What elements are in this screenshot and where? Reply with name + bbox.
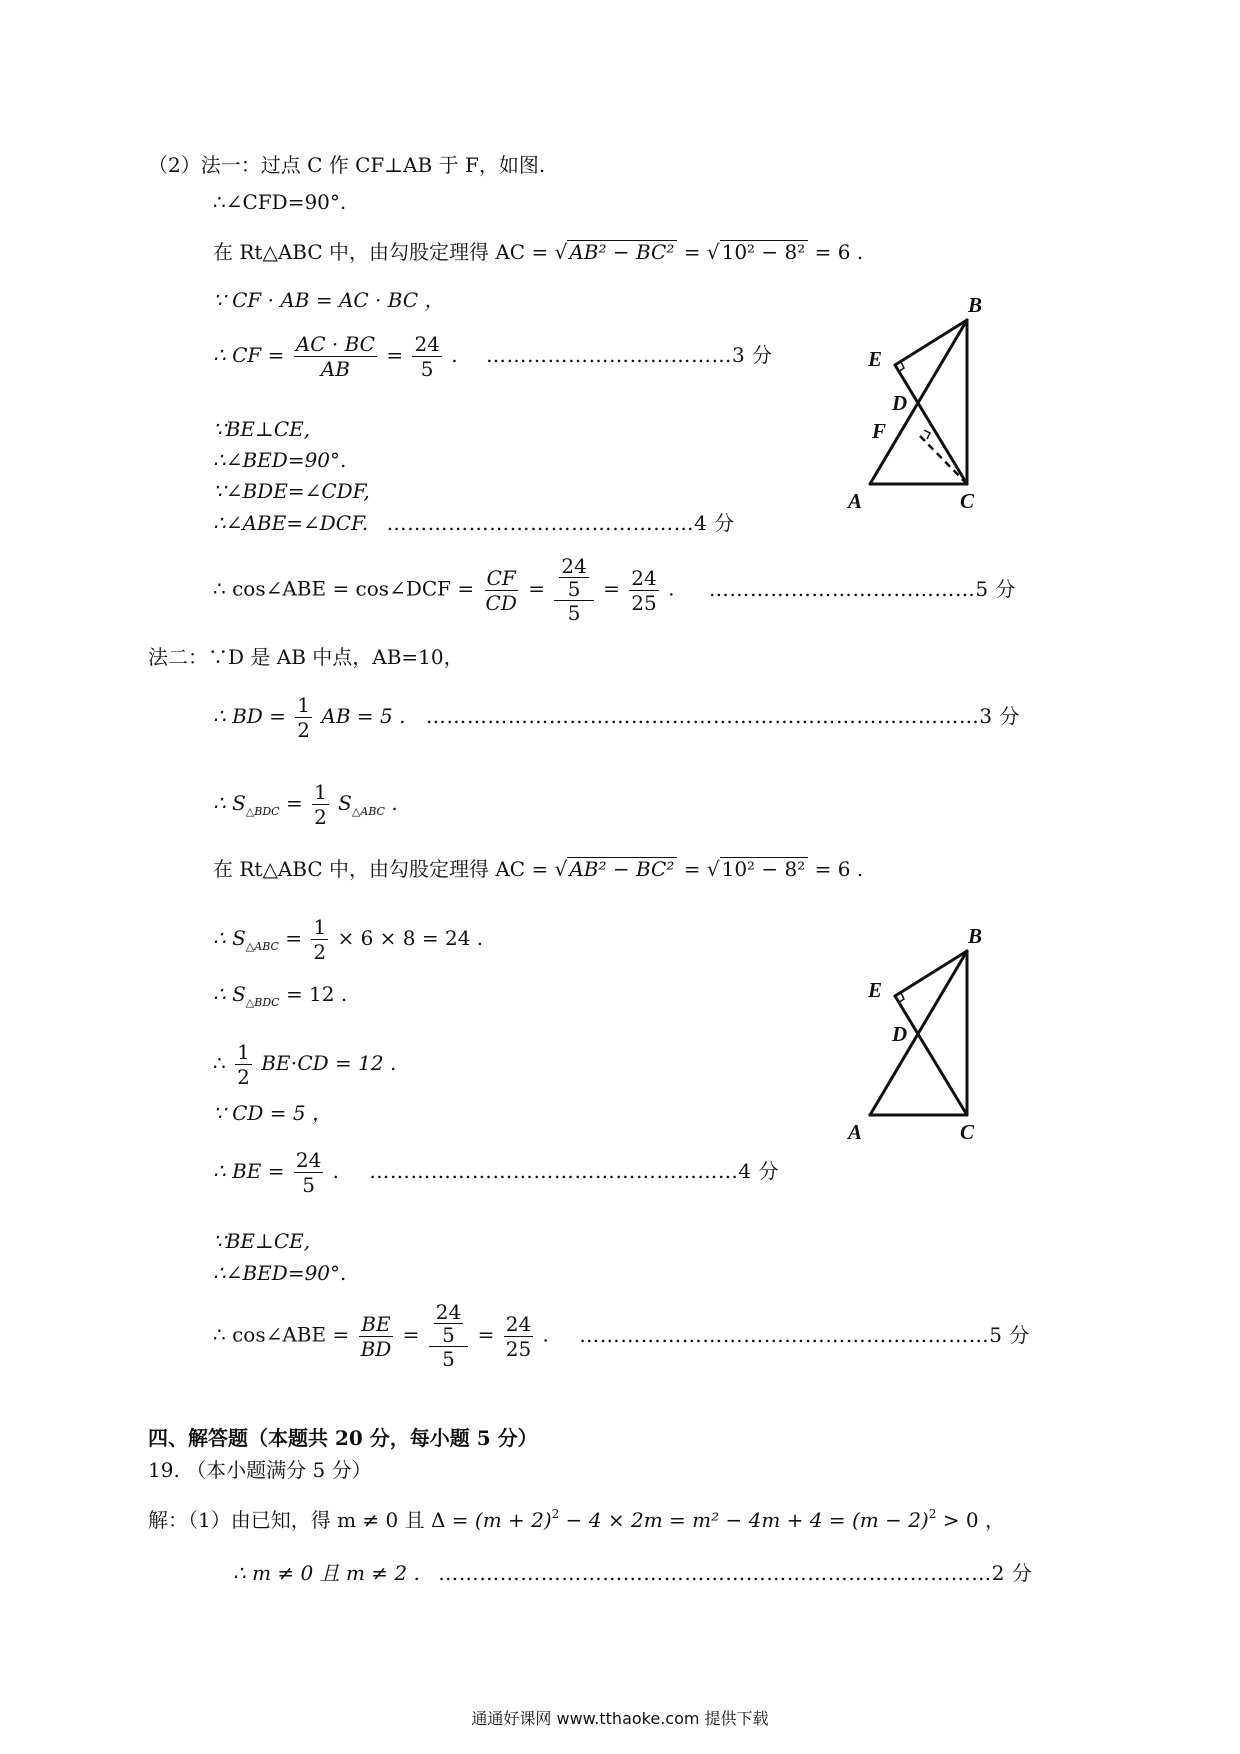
label-a: A (848, 489, 863, 513)
line-pythagoras-1: 在 Rt△ABC 中，由勾股定理得 AC = √ AB² − BC² = √ 10² − 8² = 6 . (213, 240, 864, 264)
line-half-be-cd: ∴ $\frac{1}{2}$ BE⋅CD = 12 . (213, 1040, 397, 1089)
line-angle-bed: ∴∠BED=90°. (213, 448, 347, 472)
line-angle-bde: ∵∠BDE=∠CDF, (213, 479, 370, 503)
line-area-ratio: ∴ $S_{\triangle BDC}$ = $\frac{1}{2}$ $S_{\triangle ABC}$ . (213, 780, 398, 829)
label-b: B (968, 293, 983, 317)
line-angle-abe: ∴∠ABE=∠DCF. ………………………………………4 分 (213, 511, 735, 535)
geometry-figure-2 (840, 918, 1010, 1148)
line-pythagoras-2: 在 Rt△ABC 中，由勾股定理得 AC = √ AB² − BC² = √ 10² − 8² = 6 . (213, 857, 864, 881)
line-area-abc: ∴ $S_{\triangle ABC}$ = $\frac{1}{2}$ × 6 × 8 = 24 . (213, 915, 484, 964)
label-c: C (960, 1120, 975, 1144)
line-discriminant: 解：（1）由已知，得 m ≠ 0 且 $\Delta = (m + 2)^2 - 4 \times 2m = m^2 - 4m + 4 = (m - 2)^2 > 0$ ， (148, 1507, 1005, 1532)
line-angle-cfd: ∴∠CFD=90°. (213, 190, 347, 214)
label-f: F (872, 419, 887, 443)
line-method1-intro: （2）法一：过点 C 作 CF⊥AB 于 F，如图. (148, 153, 546, 177)
page-footer: 通通好课网 www.tthaoke.com 提供下载 (471, 1709, 769, 1728)
label-e: E (868, 347, 883, 371)
line-be-perp-ce: ∵BE⊥CE, (213, 417, 311, 441)
line-area-identity: ∵ CF · AB = AC · BC ， (213, 288, 445, 312)
label-e: E (868, 978, 883, 1002)
segment-be (895, 320, 967, 365)
label-d: D (892, 391, 908, 415)
line-be-value: ∴ BE = $\frac{24}{5}$ . ………………………………………………4 分 (213, 1148, 779, 1197)
line-cd-value: ∵ CD = 5 ， (213, 1101, 332, 1125)
label-d: D (892, 1022, 908, 1046)
question-19-heading: 19. （本小题满分 5 分） (148, 1458, 372, 1482)
line-method2-intro: 法二：∵D 是 AB 中点，AB=10， (148, 645, 464, 669)
section-heading: 四、解答题（本题共 20 分，每小题 5 分） (148, 1426, 538, 1450)
right-angle-mark-f (924, 430, 930, 439)
line-m-condition: ∴ m ≠ 0 且 m ≠ 2 . ………………………………………………………………………2 分 (233, 1561, 1033, 1585)
line-cos-method1: ∴ cos∠ABE = cos∠DCF = $\frac{CF}{CD}$ = $\frac{\frac{24}{5}}{5}$ = $\frac{24}{25}$ . …………………………………5 分 (213, 554, 1016, 625)
geometry-figure-1 (840, 288, 1010, 518)
line-cf-value: ∴ CF = $\frac{AC \cdot BC}{AB}$ = $\frac{24}{5}$ . ………………………………3 分 (213, 332, 773, 381)
line-area-bdc: ∴ $S_{\triangle BDC} = 12$ . (213, 982, 348, 1009)
segment-be (895, 951, 967, 996)
line-angle-bed-2: ∴∠BED=90°. (213, 1261, 347, 1285)
label-c: C (960, 489, 975, 513)
label-a: A (848, 1120, 863, 1144)
line-cos-method2: ∴ cos∠ABE = $\frac{BE}{BD}$ = $\frac{\frac{24}{5}}{5}$ = $\frac{24}{25}$ . ……………………………………………………5 分 (213, 1300, 1030, 1371)
line-be-perp-ce-2: ∵BE⊥CE, (213, 1229, 311, 1253)
label-b: B (968, 924, 983, 948)
line-bd-value: ∴ BD = $\frac{1}{2}$ AB = 5 . ………………………………………………………………………3 分 (213, 693, 1020, 742)
